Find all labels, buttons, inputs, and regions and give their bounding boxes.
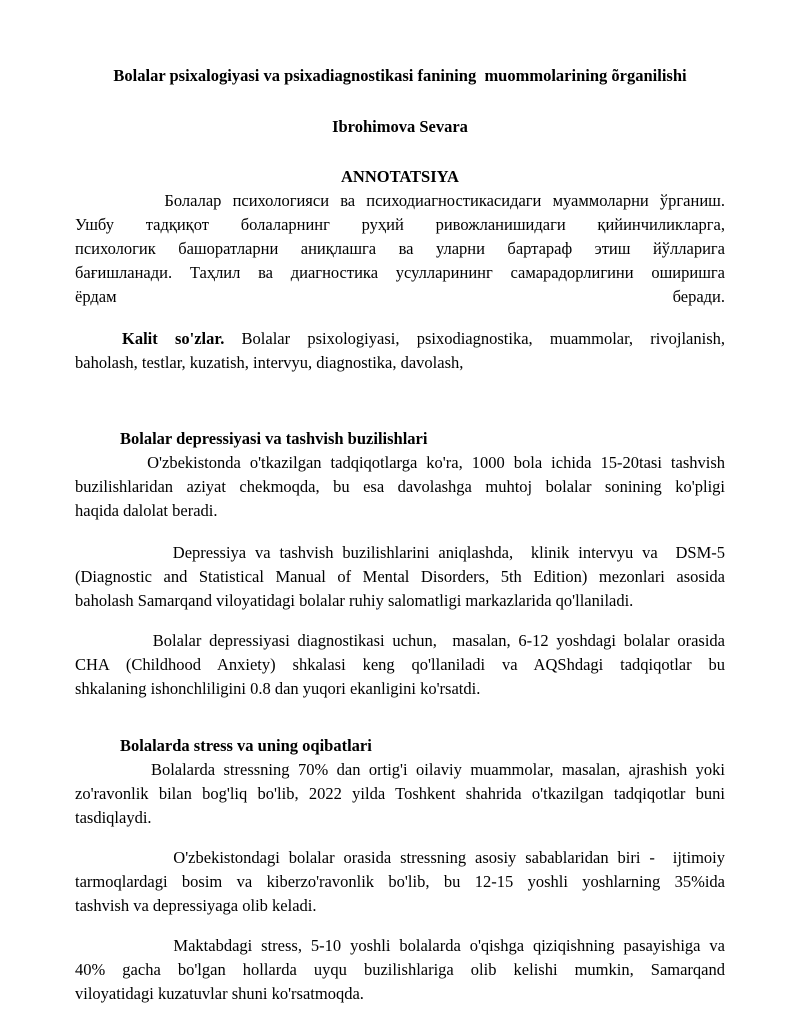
section-paragraph [75,541,725,613]
annotation-line: Ушбу тадқиқот болаларнинг руҳий ривожланишидаги қийинчиликларга, [75,215,725,234]
keywords-line [75,327,725,351]
section-paragraph [75,451,725,523]
author-name: Ibrohimova Sevara [332,117,468,136]
annotation-last-word-1: ёрдам [75,287,117,306]
keywords-paragraph [75,327,725,375]
section-paragraph [75,758,725,830]
paragraph-line: Maktabdagi stress, 5-10 yoshli bolalarda o'qishga qiziqishning pasayishiga va [75,936,725,955]
keywords-list-1: Bolalar psixologiyasi, psixodiagnostika, muammolar, rivojlanish, [224,329,725,348]
paragraph-line: shkalaning ishonchliligini 0.8 dan yuqori ekanligini ko'rsatdi. [75,679,481,698]
paragraph-line: buzilishlaridan aziyat chekmoqda, bu esa davolashga muhtoj bolalar sonining ko'pligi [75,477,725,496]
annotation-heading: ANNOTATSIYA [341,167,459,186]
annotation-line: Болалар психологияси ва психодиагностикасидаги муаммоларни ўрганиш. [75,191,725,210]
document-title: Bolalar psixalogiyasi va psixadiagnostikasi fanining muommolarining õrganilishi [113,66,687,85]
keywords-label: Kalit so'zlar. [122,329,225,348]
section-paragraph [75,934,725,1006]
paragraph-line: tarmoqlardagi bosim va kiberzo'ravonlik bo'lib, bu 12-15 yoshli yoshlarning 35%ida [75,872,725,891]
paragraph-line: tasdiqlaydi. [75,808,152,827]
section-paragraph [75,846,725,918]
annotation-last-line [75,285,725,309]
paragraph-line: CHA (Childhood Anxiety) shkalasi keng qo'llaniladi va AQShdagi tadqiqotlar bu [75,655,725,674]
keywords-line: baholash, testlar, kuzatish, intervyu, diagnostika, davolash, [75,353,464,372]
paragraph-line: 40% gacha bo'lgan hollarda uyqu buzilishlariga olib kelishi mumkin, Samarqand [75,960,725,979]
paragraph-line: O'zbekistondagi bolalar orasida stressning asosiy sabablaridan biri - ijtimoiy [75,848,725,867]
paragraph-line: O'zbekistonda o'tkazilgan tadqiqotlarga ko'ra, 1000 bola ichida 15-20tasi tashvish [75,453,725,472]
paragraph-line: haqida dalolat beradi. [75,501,218,520]
section-heading-depression: Bolalar depressiyasi va tashvish buzilishlari [120,429,428,448]
section-heading-stress: Bolalarda stress va uning oqibatlari [120,736,372,755]
paragraph-line: baholash Samarqand viloyatidagi bolalar ruhiy salomatligi markazlarida qo'llaniladi. [75,591,634,610]
annotation-last-word-2: беради. [672,287,725,306]
section-paragraph [75,629,725,701]
paragraph-line: viloyatidagi kuzatuvlar shuni ko'rsatmoqda. [75,984,364,1003]
paragraph-line: Bolalar depressiyasi diagnostikasi uchun, masalan, 6-12 yoshdagi bolalar orasida [75,631,725,650]
paragraph-line: Bolalarda stressning 70% dan ortig'i oilaviy muammolar, masalan, ajrashish yoki [75,760,725,779]
annotation-line: психологик башоратларни аниқлашга ва уларни бартараф этиш йўлларига [75,239,725,258]
paragraph-line: zo'ravonlik bilan bog'liq bo'lib, 2022 yilda Toshkent shahrida o'tkazilgan tadqiqotlar buni [75,784,725,803]
annotation-paragraph [75,189,725,309]
paragraph-line: Depressiya va tashvish buzilishlarini aniqlashda, klinik intervyu va DSM-5 [75,543,725,562]
paragraph-line: tashvish va depressiyaga olib keladi. [75,896,317,915]
annotation-line: бағишланади. Таҳлил ва диагностика усулларининг самарадорлигини оширишга [75,263,725,282]
paragraph-line: (Diagnostic and Statistical Manual of Mental Disorders, 5th Edition) mezonlari asosida [75,567,725,586]
